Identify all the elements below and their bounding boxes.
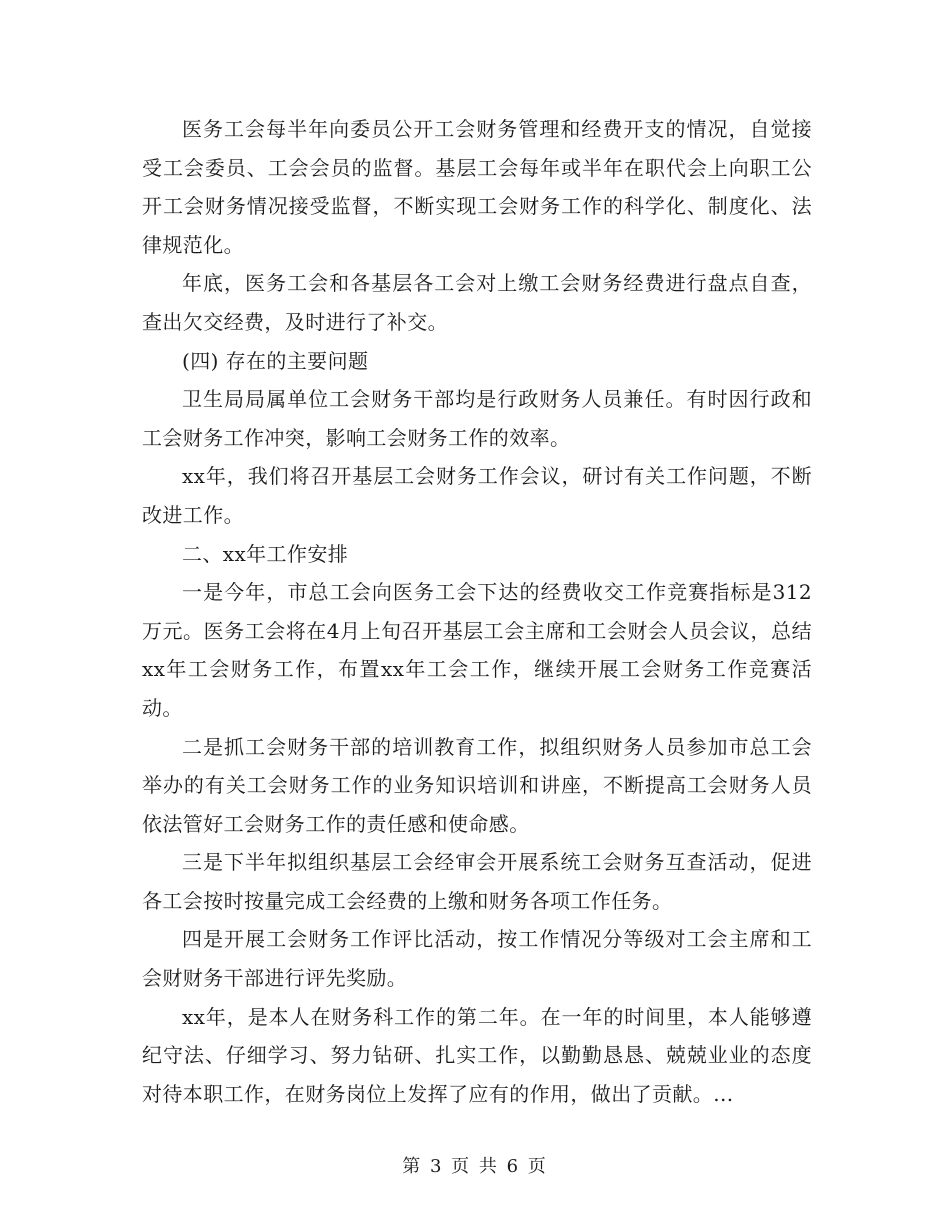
paragraph-arrangement-three: 三是下半年拟组织基层工会经审会开展系统工会财务互查活动，促进各工会按时按量完成工会经费的上缴和财务各项工作任务。: [142, 850, 812, 913]
paragraph-union-finance-disclosure: 医务工会每半年向委员公开工会财务管理和经费开支的情况，自觉接受工会委员、工会会员的监督。基层工会每年或半年在职代会上向职工公开工会财务情况接受监督，不断实现工会财务工作的科学化、制度化、法律规范化。: [142, 117, 812, 257]
paragraph-arrangement-one: 一是今年，市总工会向医务工会下达的经费收交工作竞赛指标是312万元。医务工会将在4月上旬召开基层工会主席和工会财会人员会议，总结xx年工会财务工作，布置xx年工会工作，继续开展工会财务工作竞赛活动。: [142, 580, 812, 720]
document-body: [142, 110, 812, 1113]
paragraph-personal-summary: xx年，是本人在财务科工作的第二年。在一年的时间里，本人能够遵纪守法、仔细学习、努力钻研、扎实工作，以勤勤恳恳、兢兢业业的态度对待本职工作，在财务岗位上发挥了应有的作用，做出了贡献。...: [142, 1004, 812, 1106]
paragraph-improvement-plan: xx年，我们将召开基层工会财务工作会议，研讨有关工作问题，不断改进工作。: [142, 464, 812, 527]
paragraph-year-end-audit: 年底，医务工会和各基层各工会对上缴工会财务经费进行盘点自查，查出欠交经费，及时进行了补交。: [142, 271, 812, 334]
paragraph-staffing-issue: 卫生局局属单位工会财务干部均是行政财务人员兼任。有时因行政和工会财务工作冲突，影响工会财务工作的效率。: [142, 387, 812, 450]
page-number-footer: 第 3 页 共 6 页: [402, 1156, 548, 1177]
paragraph-arrangement-two: 二是抓工会财务干部的培训教育工作，拟组织财务人员参加市总工会举办的有关工会财务工作的业务知识培训和讲座，不断提高工会财务人员依法管好工会财务工作的责任感和使命感。: [142, 734, 812, 836]
section-heading-work-arrangement: 二、xx年工作安排: [182, 541, 349, 566]
section-heading-main-problems: (四) 存在的主要问题: [182, 348, 369, 373]
paragraph-arrangement-four: 四是开展工会财务工作评比活动，按工作情况分等级对工会主席和工会财财务干部进行评先奖励。: [142, 927, 812, 991]
